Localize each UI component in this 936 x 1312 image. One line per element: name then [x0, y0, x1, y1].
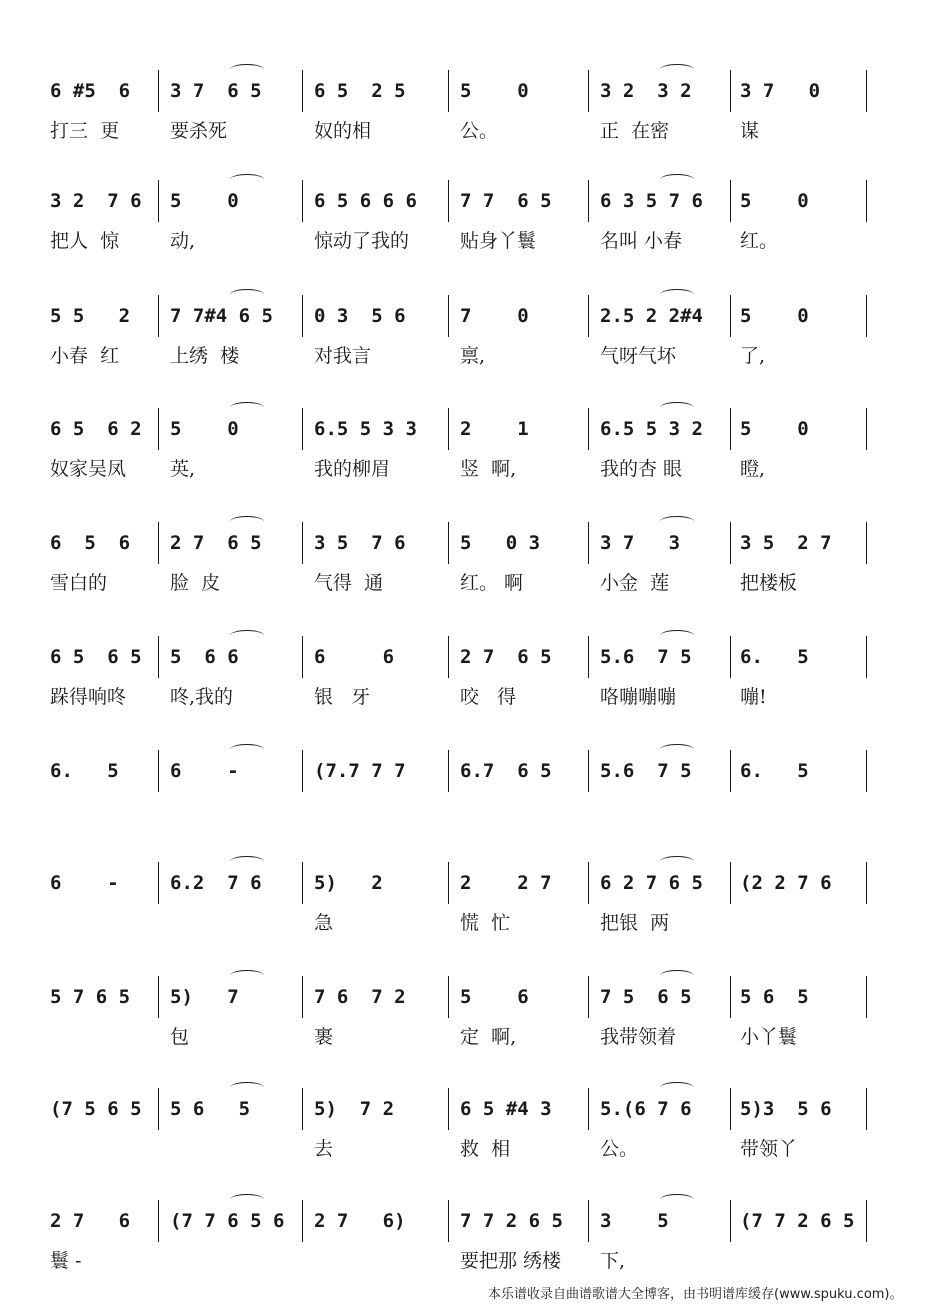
- slur-mark: [230, 516, 264, 527]
- lyric-text: 鬟 -: [50, 1250, 82, 1272]
- score-system: [40, 926, 880, 1048]
- barline: [158, 1088, 159, 1130]
- lyric-text: 带领丫: [740, 1138, 798, 1160]
- barline: [302, 750, 303, 792]
- measure-notes: 5)3 5 6: [740, 1098, 832, 1120]
- lyric-text: 竖 啊,: [460, 458, 517, 480]
- slur-mark: [230, 402, 264, 413]
- slur-mark: [230, 1082, 264, 1093]
- measure-notes: 6.7 6 5: [460, 760, 552, 782]
- barline: [302, 862, 303, 904]
- score-system: [40, 586, 880, 708]
- lyric-text: 银 牙: [314, 686, 371, 708]
- slur-mark: [660, 1082, 694, 1093]
- barline: [866, 70, 867, 112]
- barline: [302, 976, 303, 1018]
- lyric-text: 把楼板: [740, 572, 798, 594]
- barline: [302, 180, 303, 222]
- barline: [302, 295, 303, 337]
- slur-mark: [660, 64, 694, 75]
- measure-notes: 5 0: [740, 190, 809, 212]
- measure-notes: 3 2 3 2: [600, 80, 692, 102]
- lyric-text: 动,: [170, 230, 196, 252]
- lyric-text: 禀,: [460, 345, 486, 367]
- barline: [158, 70, 159, 112]
- barline: [588, 295, 589, 337]
- score-system: [40, 245, 880, 367]
- measure-notes: 7 0: [460, 305, 529, 327]
- measure-notes: 3 7 6 5: [170, 80, 262, 102]
- lyric-text: 公。: [600, 1138, 639, 1160]
- lyric-text: 咯嘣嘣嘣: [600, 686, 677, 708]
- measure-notes: 5.(6 7 6: [600, 1098, 692, 1120]
- measure-notes: 7 7 6 5: [460, 190, 552, 212]
- barline: [588, 750, 589, 792]
- barline: [730, 70, 731, 112]
- measure-notes: 5) 7: [170, 986, 239, 1008]
- score-system: [40, 130, 880, 252]
- barline: [730, 295, 731, 337]
- lyric-text: 奴家吴凤: [50, 458, 127, 480]
- measure-notes: 7 7#4 6 5: [170, 305, 273, 327]
- lyric-text: 把银 两: [600, 912, 670, 934]
- barline: [866, 750, 867, 792]
- measure-notes: 6 5 6: [50, 532, 131, 554]
- lyric-text: 奴的相: [314, 120, 372, 142]
- slur-mark: [660, 402, 694, 413]
- slur-mark: [660, 970, 694, 981]
- barline: [448, 976, 449, 1018]
- score-system: [40, 472, 880, 594]
- lyric-text: 跺得响咚: [50, 686, 127, 708]
- barline: [448, 636, 449, 678]
- score-system: [40, 1150, 880, 1272]
- barline: [866, 295, 867, 337]
- measure-notes: 5 6 5: [170, 1098, 251, 1120]
- measure-notes: 7 5 6 5: [600, 986, 692, 1008]
- lyric-text: 急: [314, 912, 334, 934]
- measure-notes: 6. 5: [50, 760, 119, 782]
- barline: [302, 522, 303, 564]
- barline: [448, 862, 449, 904]
- barline: [866, 1200, 867, 1242]
- score-system: [40, 20, 880, 142]
- lyric-text: 我的杏 眼: [600, 458, 683, 480]
- slur-mark: [230, 970, 264, 981]
- lyric-text: 谋: [740, 120, 760, 142]
- measure-notes: 5.6 7 5: [600, 646, 692, 668]
- lyric-text: 公。: [460, 120, 499, 142]
- score-system: [40, 358, 880, 480]
- barline: [448, 408, 449, 450]
- measure-notes: 6 -: [170, 760, 239, 782]
- lyric-text: 咬 得: [460, 686, 517, 708]
- barline: [588, 180, 589, 222]
- lyric-text: 雪白的: [50, 572, 108, 594]
- lyric-text: 咚,我的: [170, 686, 234, 708]
- barline: [158, 180, 159, 222]
- lyric-text: 定 啊,: [460, 1026, 517, 1048]
- measure-notes: 7 6 7 2: [314, 986, 406, 1008]
- measure-notes: 6 5 6 5: [50, 646, 142, 668]
- barline: [448, 295, 449, 337]
- barline: [448, 522, 449, 564]
- source-footer: 本乐谱收录自曲谱歌谱大全博客，由书明谱库缓存(www.spuku.com)。: [488, 1287, 903, 1302]
- barline: [730, 862, 731, 904]
- measure-notes: 3 7 3: [600, 532, 681, 554]
- measure-notes: 3 5 7 6: [314, 532, 406, 554]
- lyric-text: 气呀气坏: [600, 345, 677, 367]
- measure-notes: 5 0: [740, 305, 809, 327]
- barline: [730, 1200, 731, 1242]
- lyric-text: 了,: [740, 345, 766, 367]
- lyric-text: 名叫 小春: [600, 230, 683, 252]
- lyric-text: 小丫鬟: [740, 1026, 798, 1048]
- lyric-text: 正 在密: [600, 120, 670, 142]
- measure-notes: 2 1: [460, 418, 529, 440]
- barline: [448, 70, 449, 112]
- measure-notes: 5 6 5: [740, 986, 809, 1008]
- barline: [158, 636, 159, 678]
- measure-notes: 0 3 5 6: [314, 305, 406, 327]
- measure-notes: 2 7 6 5: [460, 646, 552, 668]
- barline: [866, 976, 867, 1018]
- slur-mark: [660, 1194, 694, 1205]
- barline: [588, 862, 589, 904]
- measure-notes: 5 0: [170, 190, 239, 212]
- measure-notes: 5 6: [460, 986, 529, 1008]
- slur-mark: [660, 856, 694, 867]
- slur-mark: [660, 289, 694, 300]
- barline: [730, 180, 731, 222]
- measure-notes: 5.6 7 5: [600, 760, 692, 782]
- slur-mark: [230, 744, 264, 755]
- slur-mark: [660, 744, 694, 755]
- measure-notes: 2 7 6: [50, 1210, 131, 1232]
- lyric-text: 气得 通: [314, 572, 384, 594]
- barline: [730, 522, 731, 564]
- barline: [866, 862, 867, 904]
- measure-notes: (7.7 7 7: [314, 760, 406, 782]
- barline: [448, 1200, 449, 1242]
- measure-notes: 6.5 5 3 3: [314, 418, 417, 440]
- measure-notes: 6 5 2 5: [314, 80, 406, 102]
- lyric-text: 去: [314, 1138, 334, 1160]
- measure-notes: 2 7 6 5: [170, 532, 262, 554]
- lyric-text: 我的柳眉: [314, 458, 391, 480]
- measure-notes: (2 2 7 6: [740, 872, 832, 894]
- slur-mark: [660, 630, 694, 641]
- barline: [588, 1088, 589, 1130]
- barline: [448, 1088, 449, 1130]
- measure-notes: 3 7 0: [740, 80, 821, 102]
- slur-mark: [660, 174, 694, 185]
- lyric-text: 包: [170, 1026, 190, 1048]
- measure-notes: 6.2 7 6: [170, 872, 262, 894]
- barline: [158, 295, 159, 337]
- measure-notes: 5 0: [460, 80, 529, 102]
- barline: [588, 636, 589, 678]
- slur-mark: [230, 856, 264, 867]
- slur-mark: [230, 1194, 264, 1205]
- measure-notes: 6. 5: [740, 646, 809, 668]
- barline: [158, 408, 159, 450]
- measure-notes: 6 6: [314, 646, 395, 668]
- slur-mark: [230, 64, 264, 75]
- measure-notes: 3 2 7 6: [50, 190, 142, 212]
- barline: [730, 750, 731, 792]
- measure-notes: 5 5 2: [50, 305, 131, 327]
- barline: [866, 636, 867, 678]
- lyric-text: 小金 莲: [600, 572, 670, 594]
- measure-notes: 6. 5: [740, 760, 809, 782]
- barline: [588, 1200, 589, 1242]
- slur-mark: [660, 516, 694, 527]
- slur-mark: [230, 289, 264, 300]
- measure-notes: 5 0 3: [460, 532, 541, 554]
- lyric-text: 把人 惊: [50, 230, 120, 252]
- slur-mark: [230, 174, 264, 185]
- barline: [448, 180, 449, 222]
- lyric-text: 上绣 楼: [170, 345, 240, 367]
- lyric-text: 贴身丫鬟: [460, 230, 537, 252]
- measure-notes: 5 6 6: [170, 646, 239, 668]
- lyric-text: 我带领着: [600, 1026, 677, 1048]
- measure-notes: 5 7 6 5: [50, 986, 131, 1008]
- lyric-text: 惊动了我的: [314, 230, 410, 252]
- measure-notes: 5 0: [740, 418, 809, 440]
- measure-notes: (7 7 6 5 6: [170, 1210, 285, 1232]
- barline: [730, 408, 731, 450]
- barline: [866, 408, 867, 450]
- barline: [730, 976, 731, 1018]
- measure-notes: (7 7 2 6 5: [740, 1210, 855, 1232]
- measure-notes: 5) 2: [314, 872, 383, 894]
- barline: [158, 1200, 159, 1242]
- measure-notes: 6 2 7 6 5: [600, 872, 703, 894]
- lyric-text: 裹: [314, 1026, 334, 1048]
- lyric-text: 红。 啊: [460, 572, 524, 594]
- barline: [158, 862, 159, 904]
- lyric-text: 对我言: [314, 345, 372, 367]
- lyric-text: 小春 红: [50, 345, 120, 367]
- barline: [866, 1088, 867, 1130]
- barline: [866, 180, 867, 222]
- slur-mark: [230, 630, 264, 641]
- barline: [448, 750, 449, 792]
- barline: [158, 522, 159, 564]
- barline: [302, 1200, 303, 1242]
- barline: [866, 522, 867, 564]
- lyric-text: 英,: [170, 458, 196, 480]
- measure-notes: (7 5 6 5: [50, 1098, 142, 1120]
- barline: [588, 522, 589, 564]
- lyric-text: 要杀死: [170, 120, 228, 142]
- measure-notes: 2 2 7: [460, 872, 552, 894]
- lyric-text: 下,: [600, 1250, 626, 1272]
- measure-notes: 6 3 5 7 6: [600, 190, 703, 212]
- barline: [302, 70, 303, 112]
- measure-notes: 6 5 6 6 6: [314, 190, 417, 212]
- lyric-text: 红。: [740, 230, 779, 252]
- barline: [730, 1088, 731, 1130]
- measure-notes: 5 0: [170, 418, 239, 440]
- measure-notes: 3 5 2 7: [740, 532, 832, 554]
- lyric-text: 救 相: [460, 1138, 511, 1160]
- measure-notes: 7 7 2 6 5: [460, 1210, 563, 1232]
- barline: [588, 408, 589, 450]
- score-system: [40, 700, 880, 800]
- measure-notes: 6.5 5 3 2: [600, 418, 703, 440]
- measure-notes: 6 #5 6: [50, 80, 131, 102]
- measure-notes: 5) 7 2: [314, 1098, 395, 1120]
- lyric-text: 要把那 绣楼: [460, 1250, 562, 1272]
- lyric-text: 瞪,: [740, 458, 766, 480]
- lyric-text: 打三 更: [50, 120, 120, 142]
- barline: [158, 750, 159, 792]
- score-system: [40, 812, 880, 934]
- barline: [302, 1088, 303, 1130]
- lyric-text: 脸 皮: [170, 572, 221, 594]
- measure-notes: 2.5 2 2#4: [600, 305, 703, 327]
- lyric-text: 慌 忙: [460, 912, 511, 934]
- measure-notes: 3 5: [600, 1210, 669, 1232]
- measure-notes: 6 -: [50, 872, 119, 894]
- barline: [158, 976, 159, 1018]
- barline: [588, 976, 589, 1018]
- measure-notes: 6 5 #4 3: [460, 1098, 552, 1120]
- barline: [302, 408, 303, 450]
- measure-notes: 2 7 6): [314, 1210, 406, 1232]
- barline: [588, 70, 589, 112]
- barline: [730, 636, 731, 678]
- score-system: [40, 1038, 880, 1160]
- barline: [302, 636, 303, 678]
- measure-notes: 6 5 6 2: [50, 418, 142, 440]
- lyric-text: 嘣!: [740, 686, 767, 708]
